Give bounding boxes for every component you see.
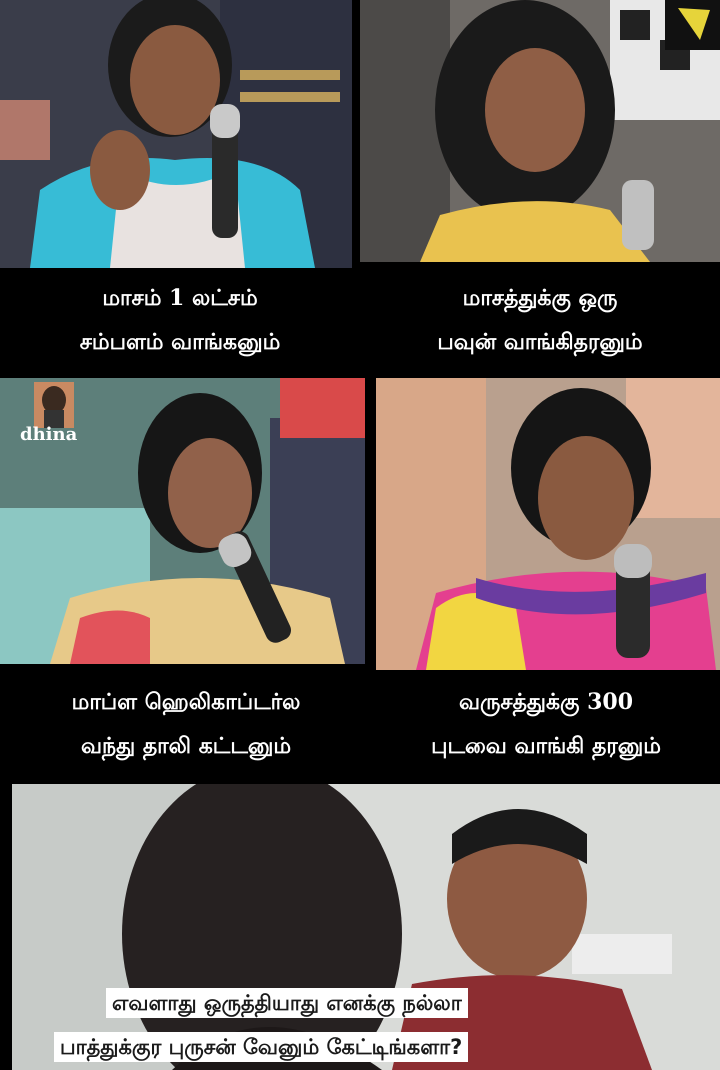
meme-panel-2 [360, 0, 720, 262]
caption-panel-4-line-2: புடவை வாங்கி தரனும் [431, 733, 661, 759]
panel-1-photo [0, 0, 352, 268]
caption-panel-2 [360, 276, 720, 370]
watermark-avatar [20, 382, 88, 430]
watermark-badge [20, 382, 88, 448]
caption-panel-3-line-1: மாப்ள ஹெலிகாப்டர்ல [71, 689, 301, 715]
watermark-name: dhina [20, 424, 78, 445]
reaction-caption-line-2 [54, 1032, 468, 1062]
caption-panel-3 [0, 680, 372, 774]
meme-panel-4 [376, 378, 720, 670]
reaction-panel [12, 784, 720, 1070]
reaction-photo [12, 784, 720, 1070]
reaction-caption-line-1-text: எவளாது ஒருத்தியாது எனக்கு நல்லா [106, 988, 468, 1018]
caption-panel-4-line-1: வருசத்துக்கு 300 [458, 689, 634, 715]
panel-4-photo [376, 378, 720, 670]
panel-2-photo [360, 0, 720, 262]
reaction-caption-line-1 [106, 988, 468, 1018]
caption-panel-1 [0, 276, 360, 370]
caption-panel-1-line-2: சம்பளம் வாங்கனும் [79, 329, 281, 355]
caption-panel-2-line-2: பவுன் வாங்கிதரனும் [437, 329, 643, 355]
caption-panel-2-line-1: மாசத்துக்கு ஒரு [462, 285, 618, 311]
caption-panel-1-line-1: மாசம் 1 லட்சம் [102, 285, 258, 311]
caption-panel-3-line-2: வந்து தாலி கட்டனும் [80, 733, 292, 759]
meme-panel-1 [0, 0, 352, 268]
reaction-caption-line-2-text: பாத்துக்குர புருசன் வேனும் கேட்டிங்களா? [54, 1032, 468, 1062]
caption-panel-4 [372, 680, 720, 774]
